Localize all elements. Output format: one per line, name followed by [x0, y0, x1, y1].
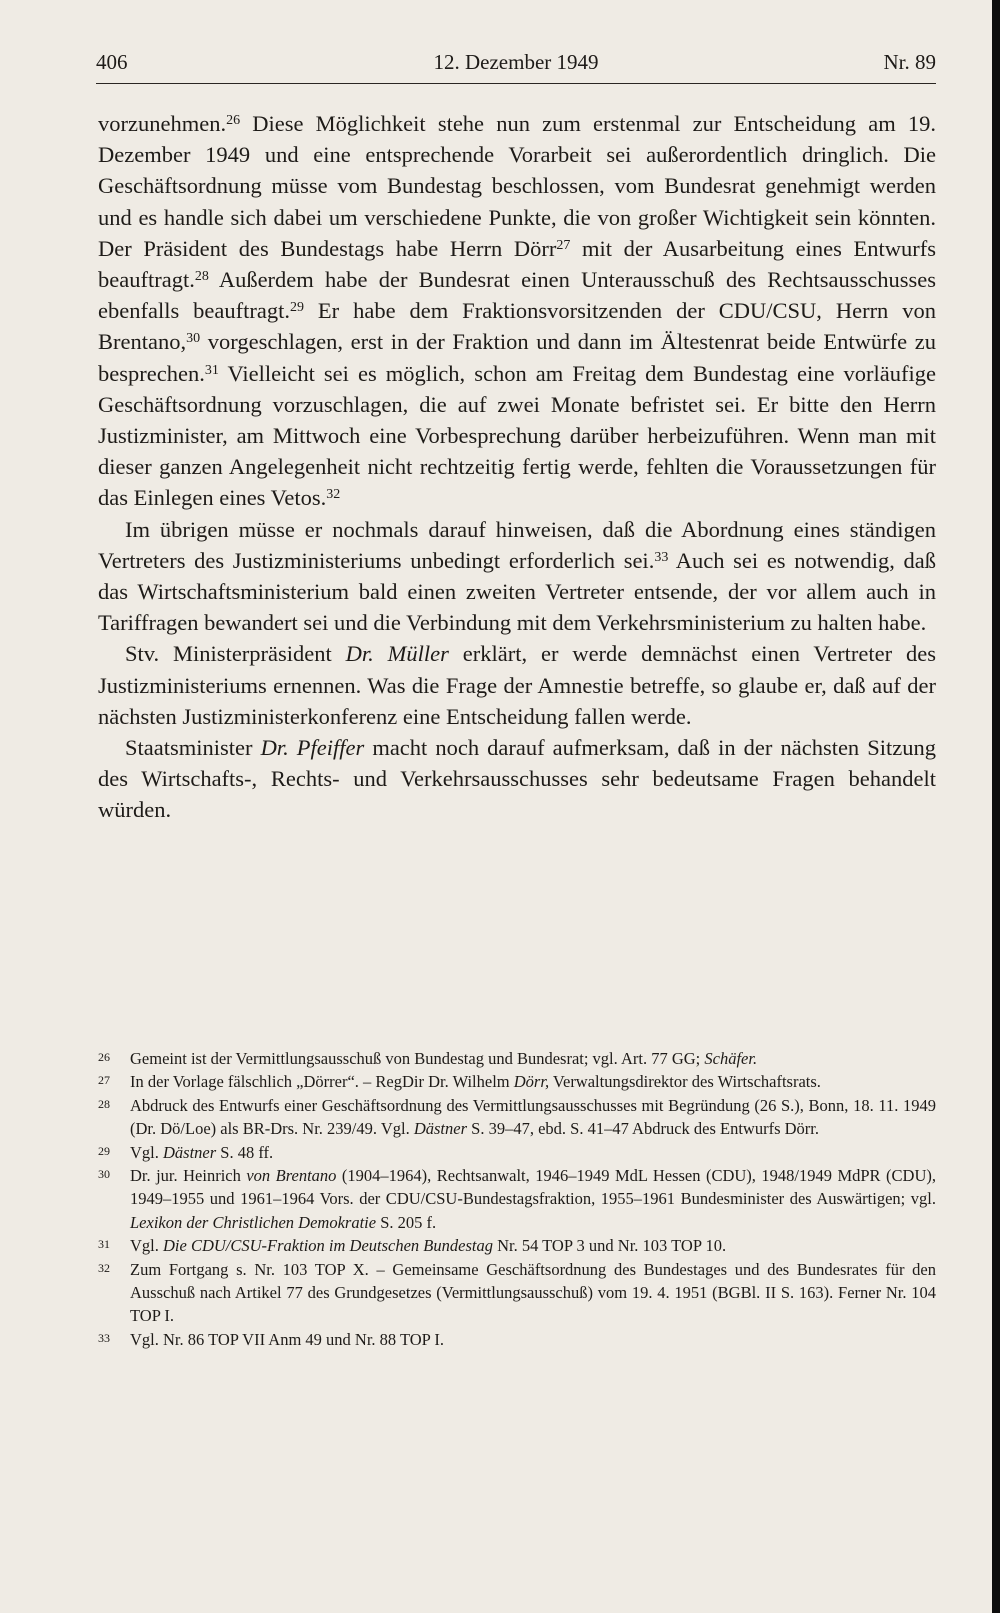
- text-run: vorzunehmen.: [98, 111, 227, 136]
- footnote-text: S. 39–47, ebd. S. 41–47 Abdruck des Entwurfs Dörr.: [467, 1119, 819, 1139]
- text-run: Im übrigen müsse er nochmals darauf hinweisen, daß die Abordnung eines ständigen Vertreters des Justizministeriums unbedingt erforderlich sei.: [98, 516, 936, 573]
- footnotes: [98, 1047, 936, 1351]
- footnote-number: 33: [98, 1330, 110, 1345]
- footnote-number: 26: [98, 1050, 110, 1064]
- paragraph-3: [98, 638, 936, 732]
- footnote-ref-32[interactable]: 32: [326, 487, 341, 503]
- footnote-26: [98, 1047, 936, 1070]
- footnote-text: Vgl.: [130, 1236, 163, 1256]
- footnote-italic: von Brentano: [246, 1166, 337, 1186]
- footnote-number: 28: [98, 1096, 110, 1111]
- footnote-text: S. 205 f.: [376, 1212, 437, 1232]
- text-run: macht noch darauf aufmerksam, daß in der nächsten Sitzung des Wirtschafts-, Rechts- und Verkehrsausschusses sehr bedeutsame Fragen behandelt würden.: [98, 735, 936, 823]
- text-run: mit der Ausarbeitung eines Entwurfs beauftragt.: [98, 235, 936, 293]
- footnote-text: Vgl.: [130, 1142, 163, 1162]
- person-name: Dr. Pfeiffer: [260, 735, 365, 761]
- paragraph-1: [98, 108, 936, 514]
- footnote-32: [98, 1258, 936, 1328]
- text-run: Er habe dem Fraktionsvorsitzenden der CDU/CSU, Herrn von Brentano,: [98, 298, 936, 355]
- running-header: [96, 50, 936, 80]
- footnote-text: In der Vorlage fälschlich „Dörrer“. – RegDir Dr. Wilhelm: [130, 1072, 514, 1092]
- paragraph-2: [98, 514, 936, 639]
- footnote-ref-27[interactable]: 27: [556, 237, 571, 253]
- footnote-ref-26[interactable]: 26: [226, 113, 241, 128]
- text-run: Staatsminister: [125, 735, 261, 761]
- footnote-text: Gemeint ist der Vermittlungsausschuß von Bundestag und Bundesrat; vgl. Art. 77 GG;: [130, 1049, 705, 1068]
- main-text: [98, 108, 936, 826]
- footnote-31: [98, 1234, 936, 1257]
- text-run: erklärt, er werde demnächst einen Vertreter des Justizministeriums ernennen. Was die Frage der Amnestie betreffe, so glaube er, daß auf der nächsten Justizministerkonferenz eine Entscheidung fallen werde.: [98, 641, 936, 729]
- header-rule: [96, 83, 936, 84]
- footnote-ref-28[interactable]: 28: [194, 269, 209, 285]
- footnote-text: Verwaltungsdirektor des Wirtschaftsrats.: [549, 1072, 821, 1092]
- footnote-30: [98, 1164, 936, 1234]
- text-run: Vielleicht sei es möglich, schon am Freitag dem Bundestag eine vorläufige Geschäftsordnung vorzuschlagen, die auf zwei Monate befristet sei. Er bitte den Herrn Justizminister, am Mittwoch eine Vorbesprechung darüber herbeizuführen. Wenn man mit dieser ganzen Angelegenheit nicht rechtzeitig fertig werde, fehlten die Voraussetzungen für das Einlegen eines Vetos.: [98, 360, 936, 511]
- footnote-italic: Dästner: [413, 1119, 468, 1139]
- document-number: Nr. 89: [883, 50, 936, 74]
- footnote-text: Dr. jur. Heinrich: [130, 1166, 247, 1186]
- footnote-27: [98, 1070, 936, 1093]
- page-number: 406: [96, 50, 128, 74]
- footnote-text: Zum Fortgang s. Nr. 103 TOP X. – Gemeinsame Geschäftsordnung des Bundestages und des Bundesrates für den Ausschuß nach Artikel 77 des Grundgesetzes (Vermittlungsausschuß) vom 19. 4. 1951 (BGBl. II S. 163). Ferner Nr. 104 TOP I.: [130, 1259, 936, 1326]
- text-run: Außerdem habe der Bundesrat einen Unterausschuß des Rechtsausschusses ebenfalls beauftragt.: [98, 267, 936, 324]
- person-name: Dr. Müller: [345, 641, 449, 667]
- footnote-ref-33[interactable]: 33: [654, 549, 669, 565]
- header-date: 12. Dezember 1949: [433, 50, 599, 74]
- footnote-italic: Die CDU/CSU-Fraktion im Deutschen Bundestag: [163, 1236, 493, 1256]
- footnote-italic: Lexikon der Christlichen Demokratie: [130, 1212, 377, 1232]
- footnote-italic: Dästner: [163, 1142, 217, 1162]
- footnote-33: [98, 1328, 936, 1351]
- footnote-text: Nr. 54 TOP 3 und Nr. 103 TOP 10.: [492, 1236, 727, 1256]
- footnote-number: 32: [98, 1260, 110, 1275]
- footnote-ref-29[interactable]: 29: [289, 300, 304, 316]
- footnote-ref-31[interactable]: 31: [204, 362, 219, 378]
- footnote-text: Abdruck des Entwurfs einer Geschäftsordnung des Vermittlungsausschusses mit Begründung (26 S.), Bonn, 18. 11. 1949 (Dr. Dö/Loe) als BR-Drs. Nr. 239/49. Vgl.: [130, 1095, 936, 1139]
- text-run: Auch sei es notwendig, daß das Wirtschaftsministerium bald einen zweiten Vertreter entsende, der vor allem auch in Tariffragen bewandert sei und die Verbindung mit dem Verkehrsministerium zu halten habe.: [98, 547, 936, 636]
- text-run: Stv. Ministerpräsident: [125, 641, 346, 667]
- footnote-text: (1904–1964), Rechtsanwalt, 1946–1949 MdL Hessen (CDU), 1948/1949 MdPR (CDU), 1949–1955 und 1961–1964 Vors. der CDU/CSU-Bundestagsfraktion, 1955–1961 Bundesminister des Auswärtigen; vgl.: [130, 1166, 936, 1209]
- footnote-number: 27: [98, 1073, 110, 1088]
- paragraph-4: [98, 732, 936, 826]
- footnote-text: Vgl. Nr. 86 TOP VII Anm 49 und Nr. 88 TOP I.: [130, 1329, 444, 1349]
- footnote-ref-30[interactable]: 30: [186, 331, 201, 347]
- footnote-italic: Dörr,: [513, 1072, 550, 1092]
- footnote-28: [98, 1094, 936, 1141]
- footnote-number: 30: [98, 1167, 110, 1182]
- footnote-italic: Schäfer.: [704, 1049, 758, 1068]
- footnote-number: 29: [98, 1143, 110, 1158]
- text-run: Diese Möglichkeit stehe nun zum erstenmal zur Entscheidung am 19. Dezember 1949 und eine entsprechende Vorarbeit sei außerordentlich dringlich. Die Geschäftsordnung müsse vom Bundestag beschlossen, vom Bundesrat genehmigt werden und es handle sich dabei um verschiedene Punkte, die von großer Wichtigkeit sein könnten. Der Präsident des Bundestags habe Herrn Dörr: [98, 111, 936, 261]
- footnote-text: S. 48 ff.: [216, 1142, 274, 1162]
- scan-edge: [992, 0, 1000, 1613]
- text-run: vorgeschlagen, erst in der Fraktion und dann im Ältestenrat beide Entwürfe zu besprechen.: [98, 329, 936, 386]
- footnote-number: 31: [98, 1237, 110, 1252]
- footnote-29: [98, 1141, 936, 1164]
